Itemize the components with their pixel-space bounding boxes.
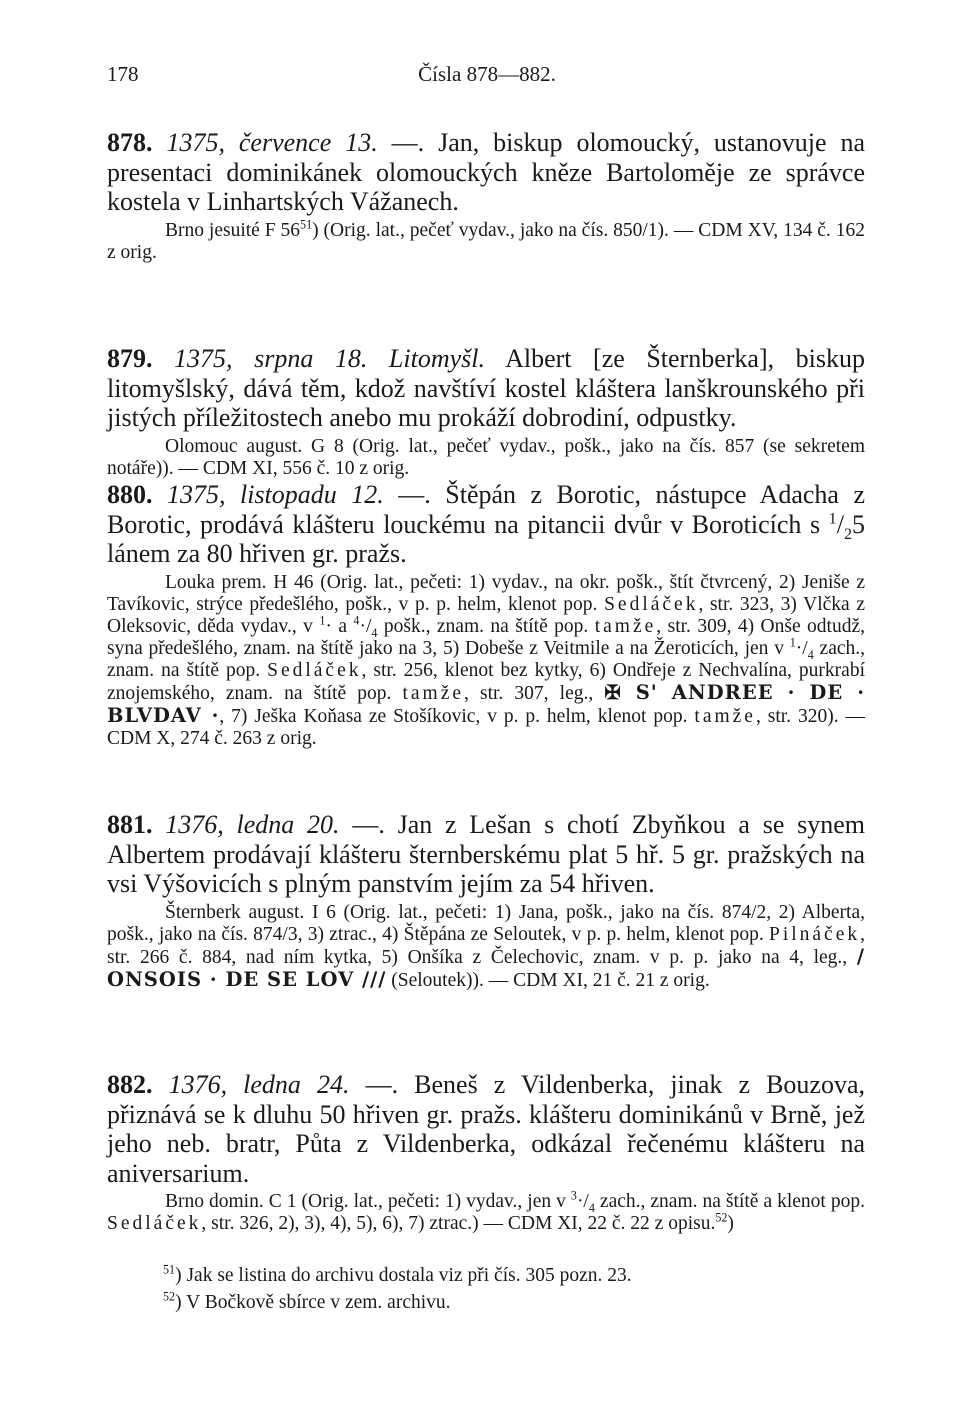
entry-summary [107,810,865,899]
author-name: Sedláček [267,659,362,681]
entry-date: 1376, ledna 20. [165,810,340,839]
entry-date: 1375, srpna 18. Litomyšl. [174,344,485,373]
footnote: $^{52}$) V Bočkově sbírce v zem. archivu. [163,1289,451,1313]
entry-date: 1375, listopadu 12. [167,480,384,509]
entry-880 [107,480,865,750]
page-header [107,62,867,92]
author-name: tamže [402,682,465,704]
entry-source: Brno jesuité F $56^{51}$) (Orig. lat., pečeť vydav., jako na čís. 850/1). — CDM XV, 134 č. 162 z orig. [107,217,865,263]
seal-legend: ✠ S' ANDREE · DE · BLVDAV · [107,680,866,727]
author-name: Sedláček [604,593,699,615]
author-name: tamže [694,705,756,727]
entry-number: 880. [107,480,153,509]
entry-source: Šternberk august. I 6 (Orig. lat., pečeti: 1) Jana, pošk., jako na čís. 874/2, 2) Alberta, pošk., jako na čís. 874/3, 3) ztrac., 4) Štěpána ze Seloutek, v p. p. helm, klenot pop. Pilnáček, str. 266 č. 884, nad ním kytka, 5) Onšíka z Čelechovic, znam. v p. p. jako na 4, leg., / ONSOIS · DE SE LOV /// (Seloutek)). — CDM XI, 21 č. 21 z orig. [107,901,865,991]
seal-legend: / ONSOIS · DE SE LOV /// [107,944,865,991]
footnote-mark: 52 [163,1289,176,1304]
entry-882 [107,1070,865,1235]
page-number: 178 [107,62,139,86]
entry-879 [107,344,865,480]
entry-number: 882. [107,1070,153,1099]
entry-number: 881. [107,810,153,839]
entry-summary-text: —. Jan, biskup olomoucký, ustanovuje na presentaci dominikánek olomouckých kněze Bartoloměje ze správce kostela v Linhartských Vážanech. [107,128,866,216]
entry-summary [107,1070,865,1188]
author-name: Sedláček [107,1213,202,1234]
entry-summary: 880. 1375, listopadu 12. —. Štěpán z Borotic, nástupce Adacha z Borotic, prodává klášteru louckému na pitancii dvůr v Boroticích s $^1/_25$ lánem za 80 hřiven gr. pražs. [107,480,865,568]
footnote-mark: 51 [163,1262,176,1277]
entry-878 [107,128,865,264]
entry-source: Brno domin. C 1 (Orig. lat., pečeti: 1) vydav., jen v $^3\cdot/_4$ zach., znam. na štítě a klenot pop. Sedláček, str. 326, 2), 3), 4), 5), 6), 7) ztrac.) — CDM XI, 22 č. 22 z opisu.$^{52}$) [107,1188,865,1234]
entry-source: Olomouc august. G 8 (Orig. lat., pečeť vydav., pošk., jako na čís. 857 (se sekretem notáře)). — CDM XI, 556 č. 10 z orig. [107,435,865,479]
entry-date: 1375, července 13. [166,128,378,157]
entry-number: 879. [107,344,153,373]
footnote: $^{51}$) Jak se listina do archivu dostala viz při čís. 305 pozn. 23. [163,1262,632,1286]
author-name: tamže [594,615,657,637]
entry-summary [107,344,865,433]
entry-summary-text: Albert [ze Šternberka], biskup litomyšlský, dává těm, kdož navštíví kostel kláštera lanškrounského při jistých příležitostech anebo mu prokáží dobrodiní, odpustky. [107,344,865,432]
author-name: Pilnáček [768,923,861,945]
entry-date: 1376, ledna 24. [168,1070,350,1099]
running-head: Čísla 878—882. [418,62,556,86]
entry-881 [107,810,865,992]
entry-source: Louka prem. H 46 (Orig. lat., pečeti: 1) vydav., na okr. pošk., štít čtvrcený, 2) Jeniše z Tavíkovic, strýce předešlého, pošk., v p. p. helm, klenot pop. Sedláček, str. 323, 3) Vlčka z Oleksovic, děda vydav., v $^1$· a $^4\cdot/_4$ pošk., znam. na štítě pop. tamže, str. 309, 4) Onše odtudž, syna předešlého, znam. na štítě jako na 3, 5) Dobeše z Veitmile a na Žeroticích, jen v $^1\cdot/_4$ zach., znam. na štítě pop. Sedláček, str. 256, klenot bez kytky, 6) Ondřeje z Nechvalína, purkrabí znojemského, znam. na štítě pop. tamže, str. 307, leg., ✠ S' ANDREE · DE · BLVDAV ·, 7) Ješka Koňasa ze Stošíkovic, v p. p. helm, klenot pop. tamže, str. 320). — CDM X, 274 č. 263 z orig. [107,571,866,749]
entry-summary-text: —. Beneš z Vildenberka, jinak z Bouzova, přiznává se k dluhu 50 hřiven gr. pražs. klášteru dominikánů v Brně, jež jeho neb. bratr, Půta z Vildenberka, odkázal řečenému klášteru na aniversarium. [107,1070,866,1188]
footnote-ref: 51 [300,217,313,231]
entry-summary [107,128,865,217]
entry-summary-text: —. Jan z Lešan s chotí Zbyňkou a se synem Albertem prodávají klášteru šternberskému plat 5 hř. 5 gr. pražských na vsi Výšovicích s plným panstvím jejím za 54 hřiven. [107,810,866,898]
entry-number: 878. [107,128,153,157]
footnote-ref: 52 [715,1210,728,1225]
footnotes [163,1262,863,1316]
